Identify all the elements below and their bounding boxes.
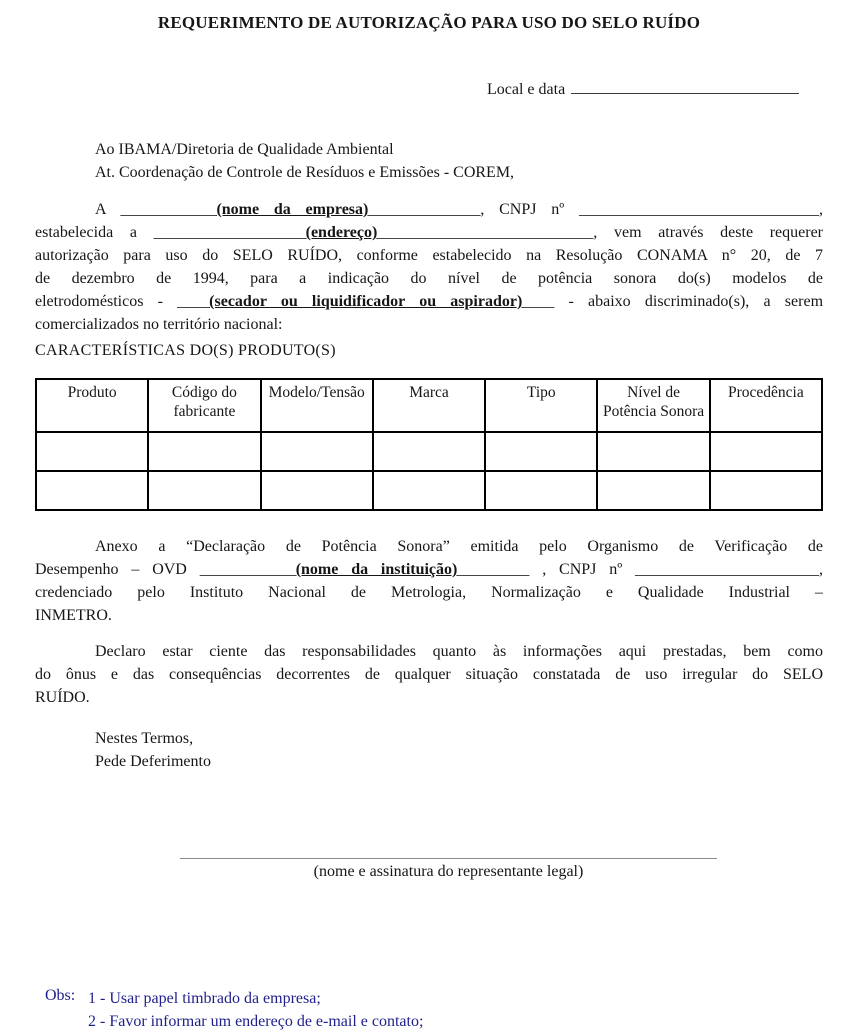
table-cell — [36, 432, 148, 471]
text-segment: ___________________________ — [377, 224, 594, 241]
declaration-paragraph-line-1: Declaro estar ciente das responsabilidades quanto às informações aqui prestadas, bem como — [95, 643, 823, 660]
observation-item-1: 1 - Usar papel timbrado da empresa; — [88, 990, 321, 1007]
text-segment: Desempenho – OVD — [35, 561, 200, 578]
text-segment: ____________ — [199, 561, 296, 578]
observations-block — [35, 987, 823, 1033]
blank-hint-label: (nome da instituição) — [295, 561, 458, 578]
blank-hint-label: (nome da empresa) — [216, 201, 369, 218]
text-segment: A — [95, 201, 121, 218]
declaration-paragraph-line-3: RUÍDO. — [35, 689, 90, 706]
signature-caption: (nome e assinatura do representante legal) — [313, 863, 584, 880]
table-cell — [485, 471, 597, 510]
table-cell — [597, 432, 709, 471]
text-segment: , vem através deste requerer — [593, 224, 823, 241]
text-segment: ____ — [522, 293, 555, 310]
table-cell — [148, 471, 260, 510]
annex-paragraph — [35, 535, 823, 627]
table-row — [36, 471, 822, 510]
table-header-codigo-fabricante: Código do fabricante — [148, 379, 260, 432]
table-cell — [261, 471, 373, 510]
recipient-line-corem: At. Coordenação de Controle de Resíduos e Emissões - COREM, — [95, 164, 515, 181]
text-segment: , — [819, 561, 823, 578]
table-cell — [485, 432, 597, 471]
characteristics-heading: CARACTERÍSTICAS DO(S) PRODUTO(S) — [35, 342, 336, 359]
recipient-block — [35, 138, 823, 184]
text-segment: eletrodomésticos - — [35, 293, 178, 310]
request-paragraph-line-3: autorização para uso do SELO RUÍDO, conforme estabelecido na Resolução CONAMA n° 20, de 7 — [35, 247, 823, 264]
table-header-modelo-tensao: Modelo/Tensão — [261, 379, 373, 432]
text-segment: ______________________________ — [579, 201, 820, 218]
table-header-nivel-potencia: Nível de Potência Sonora — [597, 379, 709, 432]
text-segment: ____ — [177, 293, 210, 310]
table-header-produto: Produto — [36, 379, 148, 432]
closing-block — [35, 727, 823, 773]
table-cell — [373, 432, 485, 471]
annex-paragraph-line-2 — [35, 558, 823, 581]
table-header-marca: Marca — [373, 379, 485, 432]
local-e-data-blank — [571, 75, 799, 94]
blank-hint-label: (secador ou liquidificador ou aspirador) — [209, 293, 523, 310]
text-segment: estabelecida a — [35, 224, 154, 241]
text-segment: ______________ — [368, 201, 481, 218]
table-cell — [373, 471, 485, 510]
observations-items — [88, 987, 423, 1033]
text-segment: , — [819, 201, 823, 218]
observations-label: Obs: — [45, 987, 76, 1004]
table-cell — [148, 432, 260, 471]
text-segment: ___________________ — [153, 224, 306, 241]
text-segment: ____________ — [120, 201, 217, 218]
closing-line-nestes-termos: Nestes Termos, — [95, 730, 194, 747]
request-paragraph-line-4: de dezembro de 1994, para a indicação do nível de potência sonora do(s) modelos de — [35, 270, 823, 287]
text-segment: _________ — [457, 561, 530, 578]
text-segment: , CNPJ nº — [529, 561, 636, 578]
document-title: REQUERIMENTO DE AUTORIZAÇÃO PARA USO DO SELO RUÍDO — [157, 13, 701, 32]
declaration-paragraph — [35, 640, 823, 709]
declaration-paragraph-line-2: do ônus e das consequências decorrentes de qualquer situação constatada de uso irregular do SELO — [35, 666, 823, 683]
request-paragraph-line-1 — [35, 198, 823, 221]
product-table — [35, 378, 823, 511]
signature-line — [180, 858, 717, 859]
closing-line-pede-deferimento: Pede Deferimento — [95, 753, 211, 770]
recipient-line-ibama: Ao IBAMA/Diretoria de Qualidade Ambiental — [95, 141, 394, 158]
request-paragraph-line-2 — [35, 221, 823, 244]
text-segment: , CNPJ nº — [480, 201, 580, 218]
table-cell — [36, 471, 148, 510]
table-cell — [710, 432, 822, 471]
signature-block — [180, 858, 717, 883]
annex-paragraph-line-3: credenciado pelo Instituto Nacional de Metrologia, Normalização e Qualidade Industrial – — [35, 584, 823, 601]
table-cell — [710, 471, 822, 510]
request-paragraph — [35, 198, 823, 336]
request-paragraph-line-5 — [35, 290, 823, 313]
table-header-row — [36, 379, 822, 432]
table-header-procedencia: Procedência — [710, 379, 822, 432]
text-segment: _______________________ — [635, 561, 820, 578]
table-cell — [597, 471, 709, 510]
blank-hint-label: (endereço) — [305, 224, 378, 241]
table-row — [36, 432, 822, 471]
annex-paragraph-line-1: Anexo a “Declaração de Potência Sonora” emitida pelo Organismo de Verificação de — [95, 538, 823, 555]
text-segment: - abaixo discriminado(s), a serem — [554, 293, 823, 310]
request-paragraph-line-6: comercializados no território nacional: — [35, 316, 283, 333]
annex-paragraph-line-4: INMETRO. — [35, 607, 112, 624]
local-e-data-label: Local e data — [487, 81, 566, 98]
table-cell — [261, 432, 373, 471]
table-header-tipo: Tipo — [485, 379, 597, 432]
observation-item-2: 2 - Favor informar um endereço de e-mail e contato; — [88, 1013, 424, 1030]
local-e-data-row — [35, 75, 823, 98]
